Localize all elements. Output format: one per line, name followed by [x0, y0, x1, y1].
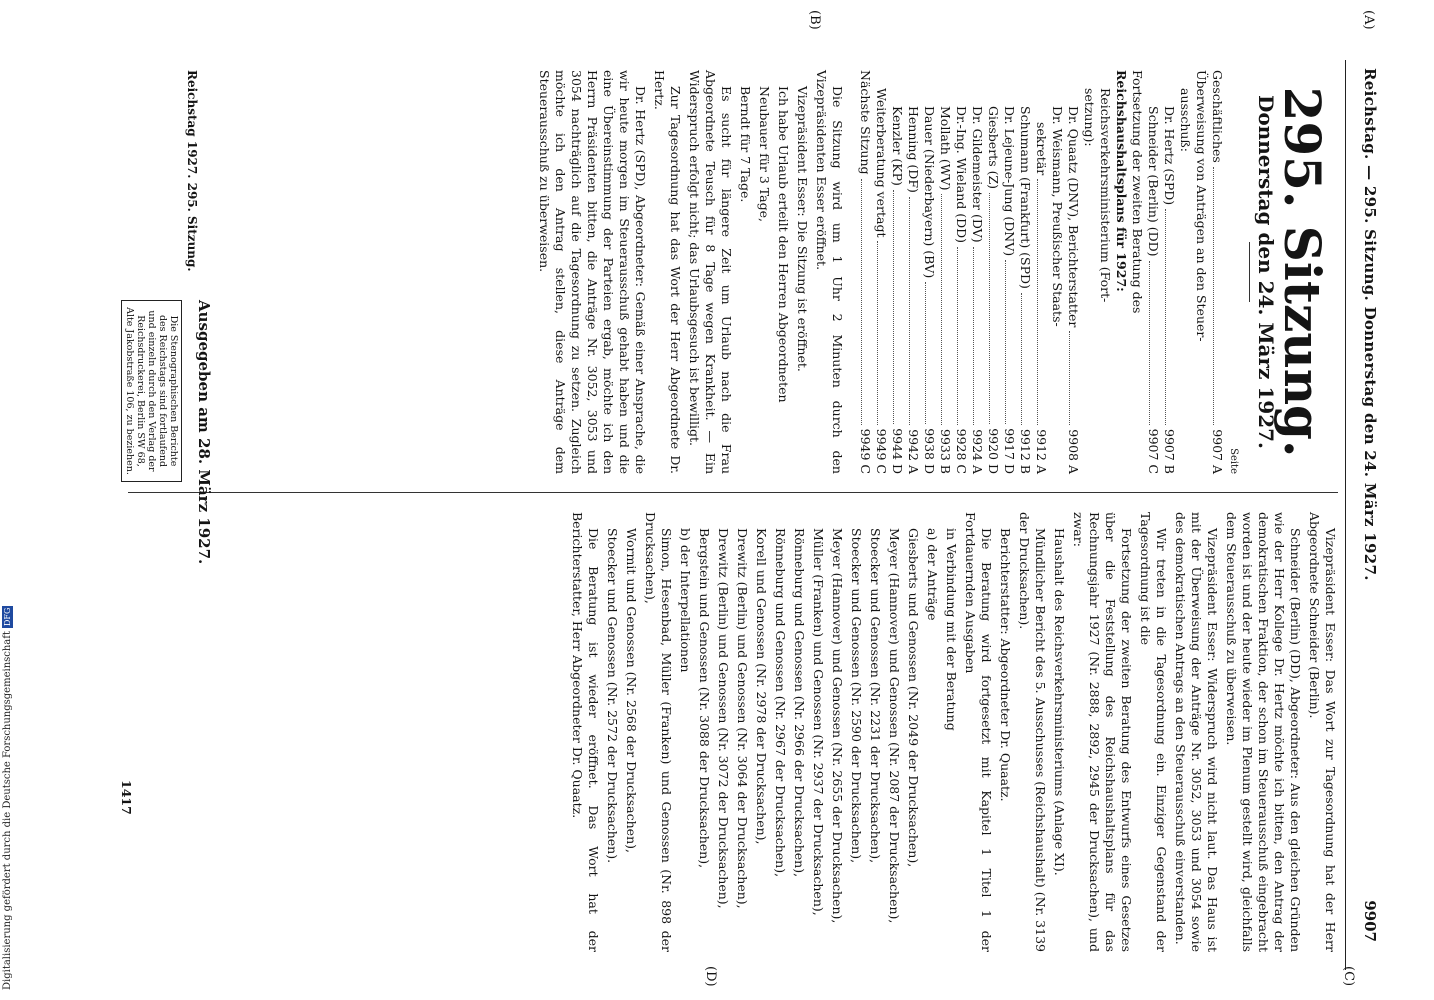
- toc-page-ref: 9907 C: [1146, 428, 1161, 474]
- toc-leader-dots: [1005, 260, 1015, 424]
- right-column: [566, 512, 1338, 952]
- toc-leader-dots: [1037, 179, 1047, 425]
- toc-row: [969, 70, 985, 474]
- toc-leader-dots: [973, 247, 983, 426]
- toc-page-ref: 9907 A: [1210, 429, 1225, 474]
- text-paragraph: Meyer (Hannover) und Genossen (Nr. 2655 der Drucksachen),: [830, 528, 845, 924]
- toc-row: [1129, 70, 1145, 474]
- toc-page-ref: 9949 C: [874, 428, 889, 474]
- title-separator: [1249, 242, 1250, 302]
- text-paragraph: b) der Interpellationen: [678, 528, 693, 673]
- toc-entry-text: Dr. Lejeune-Jung (DNV): [1002, 106, 1017, 257]
- session-title: 295. Sitzung.: [1273, 86, 1332, 458]
- right-page-foot: 1417: [119, 780, 134, 815]
- text-paragraph: Dr. Hertz (SPD), Abgeordneter: Gemäß einer Ansprache, die wir heute morgen im Steuerausschuß gehabt haben und die eine Übereinstimmung der Parteien ergab, möchte ich den Herrn Präsidenten bitten, die Anträge Nr. 3052, 3053 und 3054 nachträglich auf die Tagesordnung zu setzen. Zugleich möchte ich den Antrag stellen, diese Anträge dem Steuerausschuß zu überweisen.: [537, 70, 648, 474]
- text-paragraph: Drewitz (Berlin) und Genossen (Nr. 3064 der Drucksachen),: [735, 528, 750, 909]
- toc-leader-dots: [877, 241, 887, 424]
- toc-row: [985, 70, 1001, 474]
- toc-page-ref: 9944 D: [890, 428, 905, 474]
- text-paragraph: Wormit und Genossen (Nr. 2568 der Drucksachen),: [624, 528, 639, 853]
- toc-entry-text: Schumann (Frankfurt) (SPD): [1018, 106, 1033, 289]
- margin-mark-d: (D): [703, 966, 718, 987]
- text-paragraph: Zur Tagesordnung hat das Wort der Herr Abgeordnete Dr. Hertz.: [652, 70, 683, 474]
- text-paragraph: Korell und Genossen (Nr. 2978 der Drucksachen),: [754, 528, 769, 845]
- toc-entry-text: Dr. Quaatz (DNV), Berichterstatter: [1066, 106, 1081, 328]
- toc-page-ref: 9928 C: [954, 428, 969, 474]
- text-paragraph: Vizepräsident Esser: Das Wort zur Tagesordnung hat der Herr Abgeordnete Schneider (Berlin).: [1307, 512, 1338, 952]
- toc-page-ref: 9949 C: [858, 428, 873, 474]
- margin-mark-c: (C): [1341, 966, 1356, 987]
- text-paragraph: Die Beratung wird fortgesetzt mit Kapitel 1 Titel 1 der Fortdauernden Ausgaben: [963, 512, 994, 952]
- toc-entry-text: Fortsetzung der zweiten Beratung des: [1130, 70, 1145, 314]
- toc-entry-text: Schneider (Berlin) (DD): [1146, 106, 1161, 257]
- toc-leader-dots: [1149, 261, 1159, 425]
- text-paragraph: Haushalt des Reichsverkehrsministeriums (Anlage XI).: [1052, 528, 1067, 876]
- toc-row: [1113, 70, 1129, 474]
- toc-row: [953, 70, 969, 474]
- text-paragraph: Schneider (Berlin) (DD), Abgeordneter: Aus den gleichen Gründen wie der Herr Kollege Dr. Hertz möchte ich bitten, den Antrag der demokratischen Fraktion, der schon im Steuerausschuß eingebracht worden ist und der heute wieder im Plenum gestellt wird, gleichfalls dem Steuerausschuß zu überweisen.: [1224, 512, 1303, 952]
- text-paragraph: Die Beratung ist wieder eröffnet. Das Wort hat der Berichterstatter, Herr Abgeordneter Dr. Quaatz.: [570, 512, 601, 952]
- text-paragraph: Mündlicher Bericht des 5. Ausschusses (Reichshaushalt) (Nr. 3139 der Drucksachen).: [1017, 512, 1048, 952]
- right-text: [569, 512, 1338, 952]
- text-paragraph: Ich habe Urlaub erteilt den Herren Abgeordneten: [776, 86, 791, 403]
- left-footer: Reichstag 1927. 295. Sitzung.: [185, 70, 199, 272]
- toc-row: [1177, 70, 1193, 474]
- toc-leader-dots: [1021, 293, 1031, 425]
- toc-entry-text: Dr. Weismann, Preußischer Staats-: [1050, 106, 1065, 327]
- toc-entry-text: Mollath (WV): [938, 106, 953, 191]
- toc-entry-text: Reichsverkehrsministerium (Fort-: [1098, 88, 1113, 303]
- seite-label: Seite: [1228, 448, 1239, 474]
- toc-row: [1049, 70, 1065, 474]
- toc-row: [1193, 70, 1209, 474]
- toc-row: [1081, 70, 1097, 474]
- toc-entry-text: Überweisung von Anträgen an den Steuer-: [1194, 70, 1209, 342]
- header-page-number: 9907: [1361, 900, 1379, 942]
- text-paragraph: Stoecker und Genossen (Nr. 2572 der Drucksachen).: [605, 528, 620, 864]
- text-paragraph: Bergstein und Genossen (Nr. 3088 der Drucksachen),: [697, 528, 712, 869]
- issued-line: Ausgegeben am 28. März 1927.: [195, 300, 213, 565]
- text-paragraph: Rönneburg und Genossen (Nr. 2967 der Drucksachen),: [773, 528, 788, 878]
- toc-leader-dots: [1069, 331, 1079, 425]
- dfg-logo: DFG: [3, 607, 12, 626]
- text-paragraph: Vizepräsident Esser: Widerspruch wird nicht laut. Das Haus ist mit der Überweisung der Anträge Nr. 3052, 3053 und 3054 sowie des demokratischen Antrags an den Steuerausschuß einverstanden.: [1173, 512, 1220, 952]
- text-paragraph: in Verbindung mit der Beratung: [944, 528, 959, 731]
- text-paragraph: Rönneburg und Genossen (Nr. 2966 der Drucksachen),: [792, 528, 807, 878]
- toc-entry-text: Weiterberatung vertagt: [874, 88, 889, 238]
- toc-leader-dots: [957, 247, 967, 425]
- text-paragraph: Es sucht für längere Zeit um Urlaub nach die Frau Abgeordnete Teusch für 8 Tage wegen Krankheit. — Ein Widerspruch erfolgt nicht; das Urlaubsgesuch ist bewilligt.: [687, 70, 734, 474]
- toc-entry-text: Dauer (Niederbayern) (BV): [922, 106, 937, 279]
- toc-row: [1065, 70, 1081, 474]
- margin-mark-b: (B): [807, 10, 822, 30]
- toc-row: [1209, 70, 1225, 474]
- toc-page-ref: 9912 A: [1034, 429, 1049, 474]
- text-paragraph: Meyer (Hannover) und Genossen (Nr. 2087 der Drucksachen),: [887, 528, 902, 924]
- toc-leader-dots: [925, 282, 935, 424]
- text-paragraph: Vizepräsident Esser: Die Sitzung ist eröffnet.: [795, 86, 810, 372]
- running-header: [1352, 68, 1378, 960]
- text-paragraph: Neubauer für 3 Tage,: [757, 86, 772, 222]
- session-date: Donnerstag den 24. März 1927.: [1254, 95, 1278, 449]
- text-paragraph: Wir treten in die Tagesordnung ein. Einziger Gegenstand der Tagesordnung ist die: [1138, 512, 1169, 952]
- toc-entry-text: setzung):: [1082, 88, 1097, 147]
- notice-box: Die Stenographischen Berichte des Reichstags sind fortlaufend und einzeln durch den Verlag der Reichsdruckerei, Berlin SW 68, Alte Jakobstraße 106, zu beziehen.: [121, 300, 182, 482]
- toc-leader-dots: [1213, 167, 1223, 425]
- toc-page-ref: 9938 D: [922, 428, 937, 474]
- toc-entry-text: ausschuß:: [1178, 88, 1193, 152]
- toc-page-ref: 9933 B: [938, 429, 953, 474]
- toc-entry-text: Henning (DF): [906, 106, 921, 193]
- column-divider: [128, 492, 1338, 493]
- left-column: [533, 70, 1330, 474]
- toc-row: [905, 70, 921, 474]
- toc-row: [1161, 70, 1177, 474]
- toc-leader-dots: [861, 179, 871, 425]
- text-paragraph: Stoecker und Genossen (Nr. 2231 der Drucksachen),: [868, 528, 883, 864]
- toc-page-ref: 9917 D: [1002, 428, 1017, 474]
- table-of-contents: [857, 70, 1225, 474]
- toc-entry-text: Geschäftliches: [1210, 70, 1225, 163]
- toc-row: [1001, 70, 1017, 474]
- toc-page-ref: 9912 B: [1018, 429, 1033, 474]
- toc-row: [1017, 70, 1033, 474]
- header-rule: [1345, 60, 1346, 970]
- toc-row: [921, 70, 937, 474]
- toc-leader-dots: [941, 194, 951, 425]
- left-text: [536, 70, 845, 474]
- toc-row: [1097, 70, 1113, 474]
- toc-entry-text: sekretär: [1034, 122, 1049, 176]
- toc-page-ref: 9942 A: [906, 429, 921, 474]
- toc-leader-dots: [989, 193, 999, 424]
- toc-row: [857, 70, 873, 474]
- toc-page-ref: 9924 A: [970, 429, 985, 474]
- text-paragraph: Simon, Hesenbad, Müller (Franken) und Genossen (Nr. 898 der Drucksachen),: [643, 512, 674, 952]
- toc-page-ref: 9920 D: [986, 428, 1001, 474]
- text-paragraph: Giesberts und Genossen (Nr. 2049 der Drucksachen),: [906, 528, 921, 868]
- text-paragraph: Stoecker und Genossen (Nr. 2590 der Drucksachen),: [849, 528, 864, 864]
- header-title: Reichstag. — 295. Sitzung. Donnerstag den 24. März 1927.: [1361, 68, 1379, 581]
- toc-row: [873, 70, 889, 474]
- text-paragraph: Müller (Franken) und Genossen (Nr. 2937 der Drucksachen),: [811, 528, 826, 916]
- toc-entry-text: Giesberts (Z): [986, 106, 1001, 190]
- toc-row: [937, 70, 953, 474]
- toc-leader-dots: [1165, 209, 1175, 425]
- text-paragraph: Berndt für 7 Tage.: [738, 86, 753, 203]
- margin-mark-a: (A): [1361, 10, 1376, 30]
- toc-row: [1033, 70, 1049, 474]
- digitization-note: [2, 606, 13, 990]
- text-paragraph: Berichterstatter: Abgeordneter Dr. Quaatz.: [998, 528, 1013, 802]
- toc-entry-text: Reichshaushaltsplans für 1927:: [1114, 70, 1129, 292]
- text-paragraph: Drewitz (Berlin) und Genossen (Nr. 3072 der Drucksachen),: [716, 528, 731, 909]
- toc-row: [1145, 70, 1161, 474]
- text-paragraph: a) der Anträge: [925, 528, 940, 621]
- toc-entry-text: Nächste Sitzung: [858, 70, 873, 175]
- toc-leader-dots: [893, 190, 903, 424]
- toc-entry-text: Dr.-Ing. Wieland (DD): [954, 106, 969, 244]
- text-paragraph: Fortsetzung der zweiten Beratung des Entwurfs eines Gesetzes über die Feststellung des Reichshaushaltsplans für das Rechnungsjahr 1927 (Nr. 2888, 2892, 2945 der Drucksachen), und zwar:: [1071, 512, 1134, 952]
- toc-leader-dots: [909, 197, 919, 425]
- toc-entry-text: Kenzler (KP): [890, 106, 905, 186]
- toc-page-ref: 9907 B: [1162, 429, 1177, 474]
- text-paragraph: Die Sitzung wird um 1 Uhr 2 Minuten durch den Vizepräsidenten Esser eröffnet.: [814, 70, 845, 474]
- toc-row: [889, 70, 905, 474]
- toc-page-ref: 9908 A: [1066, 429, 1081, 474]
- toc-entry-text: Dr. Hertz (SPD): [1162, 106, 1177, 206]
- toc-entry-text: Dr. Gildemeister (DV): [970, 106, 985, 243]
- digitization-note-text: Digitalisierung gefördert durch die Deutsche Forschungsgemeinschaft: [2, 631, 13, 990]
